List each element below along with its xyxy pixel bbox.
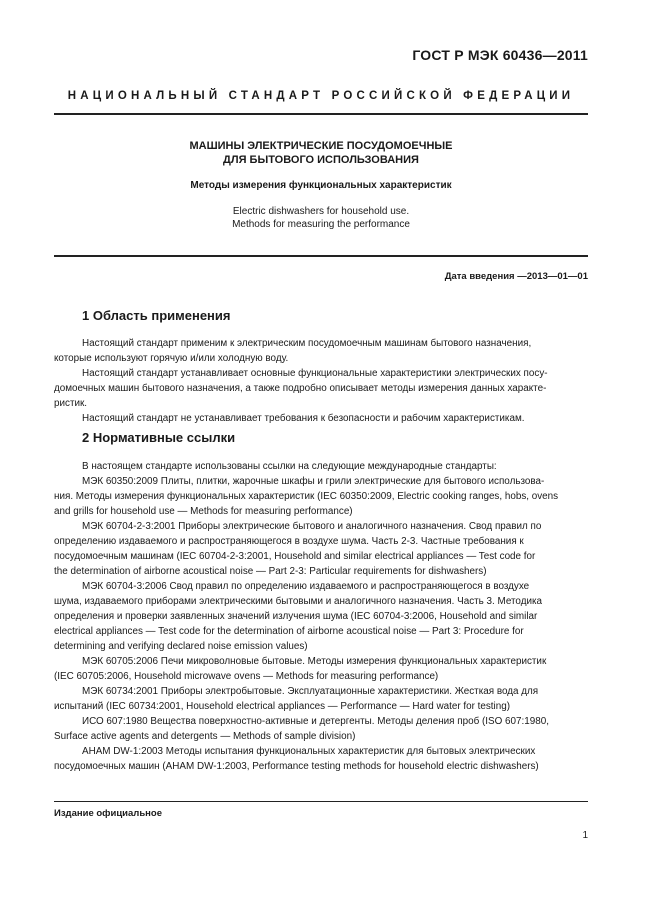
title-divider [54,255,588,257]
section-2-line: шума, издаваемого приборами электрическими бытовыми и аналогичного назначения. Часть 3. Методика [54,596,543,607]
introduction-date: Дата введения —2013—01—01 [444,271,588,282]
section-2-line: определению издаваемого и распространяющегося в воздухе шума. Часть 2-3. Частные требования к [54,536,524,547]
document-title-line1: МАШИНЫ ЭЛЕКТРИЧЕСКИЕ ПОСУДОМОЕЧНЫЕ [189,140,453,152]
footer-divider [54,801,588,802]
section-2-line: AHAM DW-1:2003 Методы испытания функциональных характеристик для бытовых электрических [82,746,536,757]
section-2-line: посудомоечным машинам (IEC 60704-2-3:2001, Household and similar electrical appliances — Test code for [54,551,536,562]
section-1-heading: 1 Область применения [82,308,231,323]
section-2-line: МЭК 60705:2006 Печи микроволновые бытовые. Методы измерения функциональных характеристик [82,656,547,667]
document-title [54,139,588,167]
section-2-line: electrical appliances — Test code for the determination of airborne acoustical noise — Part 3: Procedure for [54,626,524,637]
edition-label: Издание официальное [54,808,162,819]
english-title [54,205,588,231]
section-2-heading: 2 Нормативные ссылки [82,430,236,445]
top-divider [54,113,588,115]
section-2-line: determining and verifying declared noise emission values) [54,641,308,652]
section-2-line: the determination of airborne acoustical noise — Part 2-3: Particular requirements for dishwashers) [54,566,487,577]
section-1-line: Настоящий стандарт не устанавливает требования к безопасности и рабочим характеристикам. [82,413,525,424]
section-2-line: ИСО 607:1980 Вещества поверхностно-активные и детергенты. Методы деления проб (ISO 607:1980, [82,716,549,727]
document-title-line2: ДЛЯ БЫТОВОГО ИСПОЛЬЗОВАНИЯ [223,154,419,166]
section-1-body [54,336,588,426]
section-2-line: Surface active agents and detergents — Methods of sample division) [54,731,356,742]
page-number: 1 [582,830,588,841]
section-2-line: and grills for household use — Methods for measuring performance) [54,506,353,517]
section-2-line: МЭК 60704-2-3:2001 Приборы электрические бытового и аналогичного назначения. Свод правил по [82,521,542,532]
section-2-line: МЭК 60350:2009 Плиты, плитки, жарочные шкафы и грили электрические для бытового использова- [82,476,545,487]
section-2-line: испытаний (IEC 60734:2001, Household electrical appliances — Performance — Hard water for testing) [54,701,511,712]
document-subtitle: Методы измерения функциональных характеристик [190,180,452,191]
section-2-line: посудомоечных машин (AHAM DW-1:2003, Performance testing methods for household electric dishwashers) [54,761,539,772]
section-1-line: домоечных машин бытового назначения, а также подробно описывает методы измерения данных характе- [54,383,547,394]
section-1-line: Настоящий стандарт устанавливает основные функциональные характеристики электрических посу- [82,368,548,379]
section-2-line: МЭК 60704-3:2006 Свод правил по определению издаваемого и распространяющегося в воздухе [82,581,530,592]
section-2-body [54,459,588,774]
english-title-line2: Methods for measuring the performance [232,219,410,230]
standard-code: ГОСТ Р МЭК 60436—2011 [412,47,588,63]
english-title-line1: Electric dishwashers for household use. [232,206,410,217]
section-2-line: МЭК 60734:2001 Приборы электробытовые. Эксплуатационные характеристики. Жесткая вода для [82,686,539,697]
section-1-line: которые используют горячую и/или холодную воду. [54,353,289,364]
section-2-line: В настоящем стандарте использованы ссылки на следующие международные стандарты: [82,461,497,472]
national-standard-title: НАЦИОНАЛЬНЫЙ СТАНДАРТ РОССИЙСКОЙ ФЕДЕРАЦИИ [67,90,575,102]
section-1-line: Настоящий стандарт применим к электрическим посудомоечным машинам бытового назначения, [82,338,532,349]
section-1-line: ристик. [54,398,88,409]
section-2-line: ния. Методы измерения функциональных характеристик (IEC 60350:2009, Electric cooking ranges, hobs, ovens [54,491,559,502]
section-2-line: (IEC 60705:2006, Household microwave ovens — Methods for measuring performance) [54,671,439,682]
section-2-line: определения и проверки заявленных значений излучения шума (IEC 60704-3:2006, Household and similar [54,611,538,622]
